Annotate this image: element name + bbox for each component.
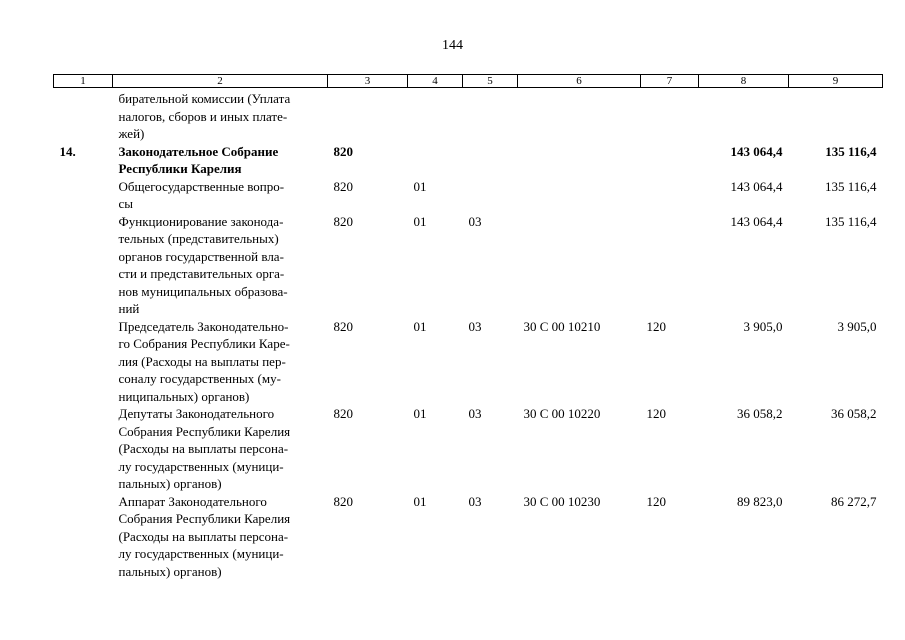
- name-line: органов государственной вла-: [118, 248, 284, 264]
- name-line: Республики Карелия: [118, 161, 242, 176]
- section-code: 01: [413, 406, 427, 421]
- amount-year-1: [699, 88, 789, 143]
- ministry-code: 820: [333, 493, 353, 509]
- subsection-code: [463, 178, 518, 213]
- amount-year-1: 36 058,2: [737, 406, 783, 421]
- row-number: 14.: [59, 143, 76, 159]
- row-name: [113, 405, 328, 493]
- expense-type-code: [641, 88, 699, 143]
- section-code: 01: [413, 213, 427, 229]
- budget-table: [53, 74, 883, 580]
- expense-type-code: [641, 178, 699, 213]
- target-article-code: [518, 143, 641, 178]
- row-name: [113, 213, 328, 318]
- target-article-code: 30 С 00 10220: [523, 406, 601, 421]
- amount-year-2: 135 116,4: [825, 143, 877, 159]
- name-line: сы: [118, 196, 134, 211]
- table-row: [54, 143, 883, 178]
- row-name: [113, 88, 328, 143]
- subsection-code: 03: [468, 213, 482, 229]
- name-line: налогов, сборов и иных плате-: [118, 108, 288, 124]
- name-line: сти и представительных орга-: [118, 266, 285, 281]
- section-code: 01: [413, 318, 427, 334]
- header-cell: 1: [54, 75, 113, 88]
- amount-year-1: 143 064,4: [730, 143, 783, 159]
- name-line: Общегосударственные вопро-: [118, 178, 285, 194]
- name-line: лия (Расходы на выплаты пер-: [118, 353, 286, 369]
- target-article-code: 30 С 00 10210: [523, 318, 601, 334]
- header-cell: 3: [328, 75, 408, 88]
- table-row: [54, 318, 883, 406]
- row-name: [113, 143, 328, 178]
- amount-year-1: 89 823,0: [737, 493, 783, 509]
- table-row: [54, 178, 883, 213]
- amount-year-1: 143 064,4: [730, 178, 783, 194]
- subsection-code: 03: [468, 406, 482, 421]
- expense-type-code: 120: [646, 493, 666, 509]
- name-line: Аппарат Законодательного: [118, 493, 267, 509]
- header-cell: 7: [641, 75, 699, 88]
- ministry-code: [328, 88, 408, 143]
- subsection-code: [463, 88, 518, 143]
- row-name: [113, 493, 328, 581]
- name-line: бирательной комиссии (Уплата: [118, 91, 291, 106]
- name-line: ний: [118, 301, 140, 316]
- expense-type-code: 120: [646, 318, 666, 334]
- name-line: Собрания Республики Карелия: [118, 511, 291, 526]
- target-article-code: [518, 88, 641, 143]
- name-line: Депутаты Законодательного: [118, 406, 275, 421]
- target-article-code: 30 С 00 10230: [523, 493, 601, 509]
- amount-year-2: [789, 88, 883, 143]
- subsection-code: [463, 143, 518, 178]
- table-row: [54, 213, 883, 318]
- amount-year-2: 86 272,7: [831, 493, 877, 509]
- amount-year-2: 3 905,0: [837, 318, 877, 334]
- row-name: [113, 318, 328, 406]
- name-line: Законодательное Собрание: [118, 143, 279, 159]
- name-line: тельных (представительных): [118, 231, 279, 246]
- section-code: [408, 143, 463, 178]
- header-cell: 9: [789, 75, 883, 88]
- ministry-code: 820: [333, 318, 353, 334]
- ministry-code: 820: [333, 143, 353, 159]
- row-number: [54, 178, 113, 213]
- table-row: [54, 405, 883, 493]
- table-row: [54, 493, 883, 581]
- name-line: Функционирование законода-: [118, 213, 284, 229]
- target-article-code: [518, 213, 641, 318]
- header-cell: 5: [463, 75, 518, 88]
- amount-year-2: 36 058,2: [831, 406, 877, 421]
- name-line: ниципальных) органов): [118, 388, 250, 404]
- target-article-code: [518, 178, 641, 213]
- name-line: лу государственных (муници-: [118, 458, 284, 474]
- header-cell: 2: [113, 75, 328, 88]
- header-cell: 4: [408, 75, 463, 88]
- table-header: [54, 75, 883, 88]
- name-line: (Расходы на выплаты персона-: [118, 441, 289, 456]
- name-line: жей): [118, 126, 145, 141]
- section-code: 01: [413, 493, 427, 509]
- name-line: пальных) органов): [118, 476, 222, 491]
- amount-year-1: 3 905,0: [743, 318, 783, 334]
- amount-year-2: 135 116,4: [824, 178, 877, 194]
- row-number: [54, 493, 113, 581]
- row-name: [113, 178, 328, 213]
- ministry-code: 820: [333, 178, 353, 194]
- ministry-code: 820: [333, 213, 353, 229]
- section-code: 01: [413, 178, 427, 194]
- name-line: (Расходы на выплаты персона-: [118, 528, 289, 544]
- ministry-code: 820: [333, 406, 353, 421]
- name-line: Председатель Законодательно-: [118, 318, 289, 334]
- row-number: [54, 88, 113, 143]
- expense-type-code: [641, 143, 699, 178]
- expense-type-code: [641, 213, 699, 318]
- subsection-code: 03: [468, 493, 482, 509]
- header-cell: 6: [518, 75, 641, 88]
- expense-type-code: 120: [646, 406, 666, 421]
- name-line: Собрания Республики Карелия: [118, 423, 291, 439]
- name-line: нов муниципальных образова-: [118, 283, 288, 299]
- name-line: пальных) органов): [118, 563, 222, 579]
- amount-year-2: 135 116,4: [824, 213, 877, 229]
- row-number: [54, 318, 113, 406]
- section-code: [408, 88, 463, 143]
- row-number: [54, 213, 113, 318]
- amount-year-1: 143 064,4: [730, 213, 783, 229]
- table-row: [54, 88, 883, 143]
- row-number: [54, 405, 113, 493]
- table-body: [54, 88, 883, 581]
- name-line: го Собрания Республики Каре-: [118, 336, 290, 351]
- name-line: лу государственных (муници-: [118, 546, 284, 561]
- subsection-code: 03: [468, 318, 482, 334]
- page-number: 144: [442, 38, 463, 53]
- header-cell: 8: [699, 75, 789, 88]
- name-line: соналу государственных (му-: [118, 371, 281, 386]
